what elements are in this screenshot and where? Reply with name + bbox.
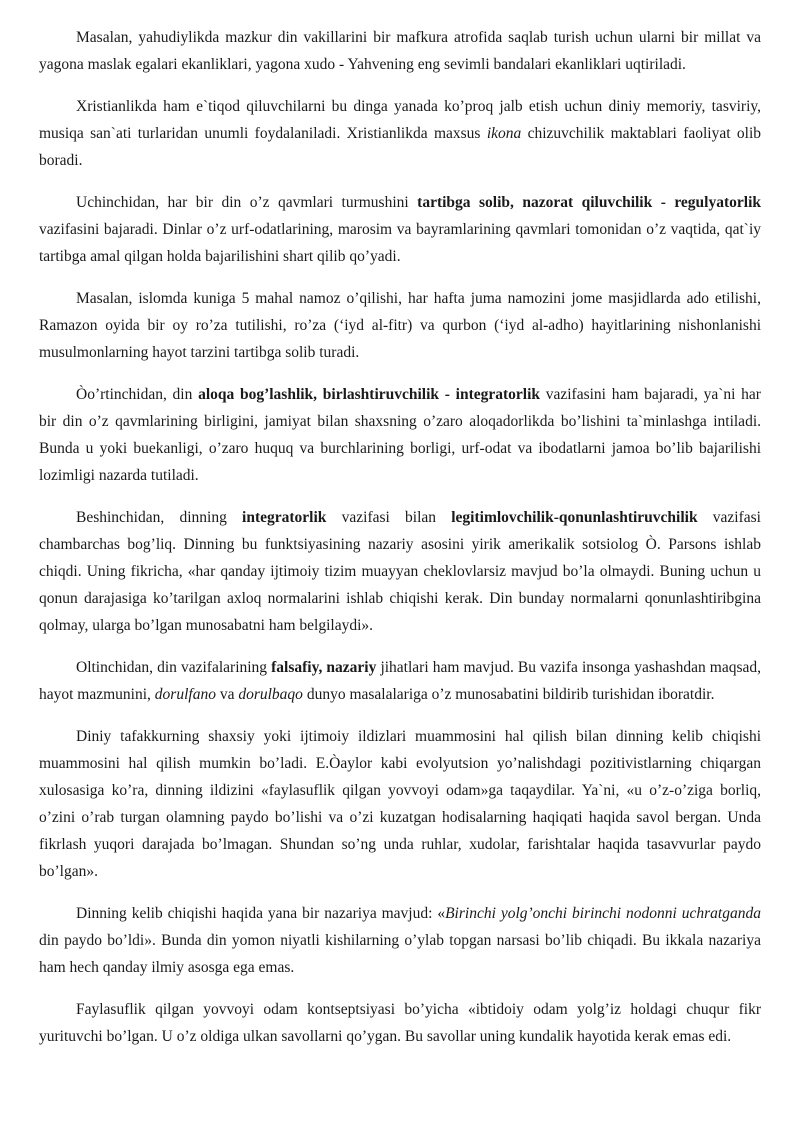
- paragraph: [39, 900, 761, 981]
- text-run: Diniy tafakkurning shaxsiy yoki ijtimoiy ildizlari muammosini hal qilish bilan dinning kelib chiqishi muammosini hal qilish mumkin bo’ladi. E.Òaylor kabi evolyutsion yo’nalishdagi pozitivistlarning chiqargan xulosasiga ko’ra, dinning ildizini «faylasuflik qilgan yovvoyi odam»ga taqaydilar. Ya`ni, «u o’z-o’ziga borliq, o’zini o’rab turgan olamning paydo bo’lishi va o’zi kuzatgan hodisalarning haqiqati haqida savol bergan. Unda fikrlash yuqori darajada bo’lmagan. Shundan so’ng unda ruhlar, xudolar, farishtalar haqida tasavvurlar paydo bo’lgan».: [39, 728, 761, 880]
- text-run: va: [215, 686, 239, 703]
- text-run: vazifasi chambarchas bog’liq. Dinning bu funktsiyasining nazariy asosini yirik amerikalik sotsiolog Ò. Parsons ishlab chiqdi. Uning fikricha, «har qanday ijtimoiy tizim muayyan cheklovlarsiz mavjud bo’la olmaydi. Buning uchun u qonun darajasiga ko’tarilgan axloq normalarini ishlab chiqishi kerak. Din bunday normalarni qonunlashtiribgina qolmay, ularga bo’lgan munosabatni ham belgilaydi».: [39, 509, 761, 634]
- paragraph: [39, 189, 761, 270]
- text-run: chizuvchilik maktablari faoliyat olib boradi.: [39, 125, 762, 169]
- text-run: Faylasuflik qilgan yovvoyi odam kontseptsiyasi bo’yicha «ibtidoiy odam yolg’iz holdagi chuqur fikr yurituvchi bo’lgan. U o’z oldiga ulkan savollarni qo’ygan. Bu savollar uning kundalik hayotida kerak emas edi.: [39, 1001, 761, 1045]
- italic-term: dorulfano: [154, 686, 216, 703]
- text-run: vazifasi bilan: [326, 509, 452, 526]
- text-run: Xristianlikda ham e`tiqod qiluvchilarni bu dinga yanada ko’proq jalb etish uchun diniy memoriy, tasviriy, musiqa san`ati turlaridan unumli foydalaniladi. Xristianlikda maxsus: [39, 98, 761, 142]
- bold-term: legitimlovchilik-qonunlashtiruvchilik: [451, 509, 698, 526]
- text-run: Oltinchidan, din vazifalarining: [76, 659, 272, 676]
- text-run: Òo’rtinchidan, din: [76, 386, 199, 403]
- bold-term: aloqa bog’lashlik, birlashtiruvchilik - integratorlik: [198, 386, 541, 403]
- italic-term: dorulbaqo: [238, 686, 303, 703]
- text-run: din paydo bo’ldi». Bunda din yomon niyatli kishilarning o’ylab topgan narsasi bo’lib chiqadi. Bu ikkala nazariya ham hech qanday ilmiy asosga ega emas.: [39, 932, 761, 976]
- text-run: Dinning kelib chiqishi haqida yana bir nazariya mavjud: «: [76, 905, 446, 922]
- italic-term: Birinchi yolg’onchi birinchi nodonni uchratganda: [445, 905, 761, 922]
- text-run: Beshinchidan, dinning: [76, 509, 243, 526]
- text-run: vazifasini bajaradi. Dinlar o’z urf-odatlarining, marosim va bayramlarining qavmlari tomonidan o’z vaqtida, qat`iy tartibga amal qilgan holda bajarilishini shart qilib qo’yadi.: [39, 221, 761, 265]
- text-run: Masalan, yahudiylikda mazkur din vakillarini bir mafkura atrofida saqlab turish uchun ularni bir millat va yagona maslak egalari ekanliklari, yagona xudo - Yahvening eng sevimli bandalari ekanliklari uqtiriladi.: [39, 29, 761, 73]
- paragraph: [39, 504, 761, 639]
- text-run: dunyo masalalariga o’z munosabatini bildirib turishidan iboratdir.: [302, 686, 715, 703]
- bold-term: integratorlik: [242, 509, 327, 526]
- bold-term: falsafiy, nazariy: [271, 659, 377, 676]
- paragraph: [39, 381, 761, 489]
- paragraph: [39, 93, 761, 174]
- paragraph: [39, 285, 761, 366]
- paragraph: [39, 24, 761, 78]
- paragraph: [39, 996, 761, 1050]
- text-run: Uchinchidan, har bir din o’z qavmlari turmushini: [76, 194, 418, 211]
- text-run: vazifasini ham bajaradi, ya`ni har bir din o’z qavmlarining birligini, jamiyat bilan shaxsning o’zaro aloqadorlikda bo’lishini ta`minlashga intiladi. Bunda u yoki buekanligi, o’zaro huquq va burchlarining borligi, urf-odat va ibodatlarni jamoa bo’lib bajarilishi lozimligi nazarda tutiladi.: [39, 386, 761, 484]
- text-run: jihatlari ham mavjud. Bu vazifa insonga yashashdan maqsad, hayot mazmunini,: [39, 659, 761, 703]
- italic-term: ikona: [486, 125, 522, 142]
- text-run: Masalan, islomda kuniga 5 mahal namoz o’qilishi, har hafta juma namozini jome masjidlarda ado etilishi, Ramazon oyida bir oy ro’za tutilishi, ro’za (‘iyd al-fitr) va qurbon (‘iyd al-adho) hayitlarining nishonlanishi musulmonlarning hayot tarzini tartibga solib turadi.: [39, 290, 761, 361]
- paragraph: [39, 654, 761, 708]
- paragraph: [39, 723, 761, 885]
- bold-term: tartibga solib, nazorat qiluvchilik - regulyatorlik: [417, 194, 762, 211]
